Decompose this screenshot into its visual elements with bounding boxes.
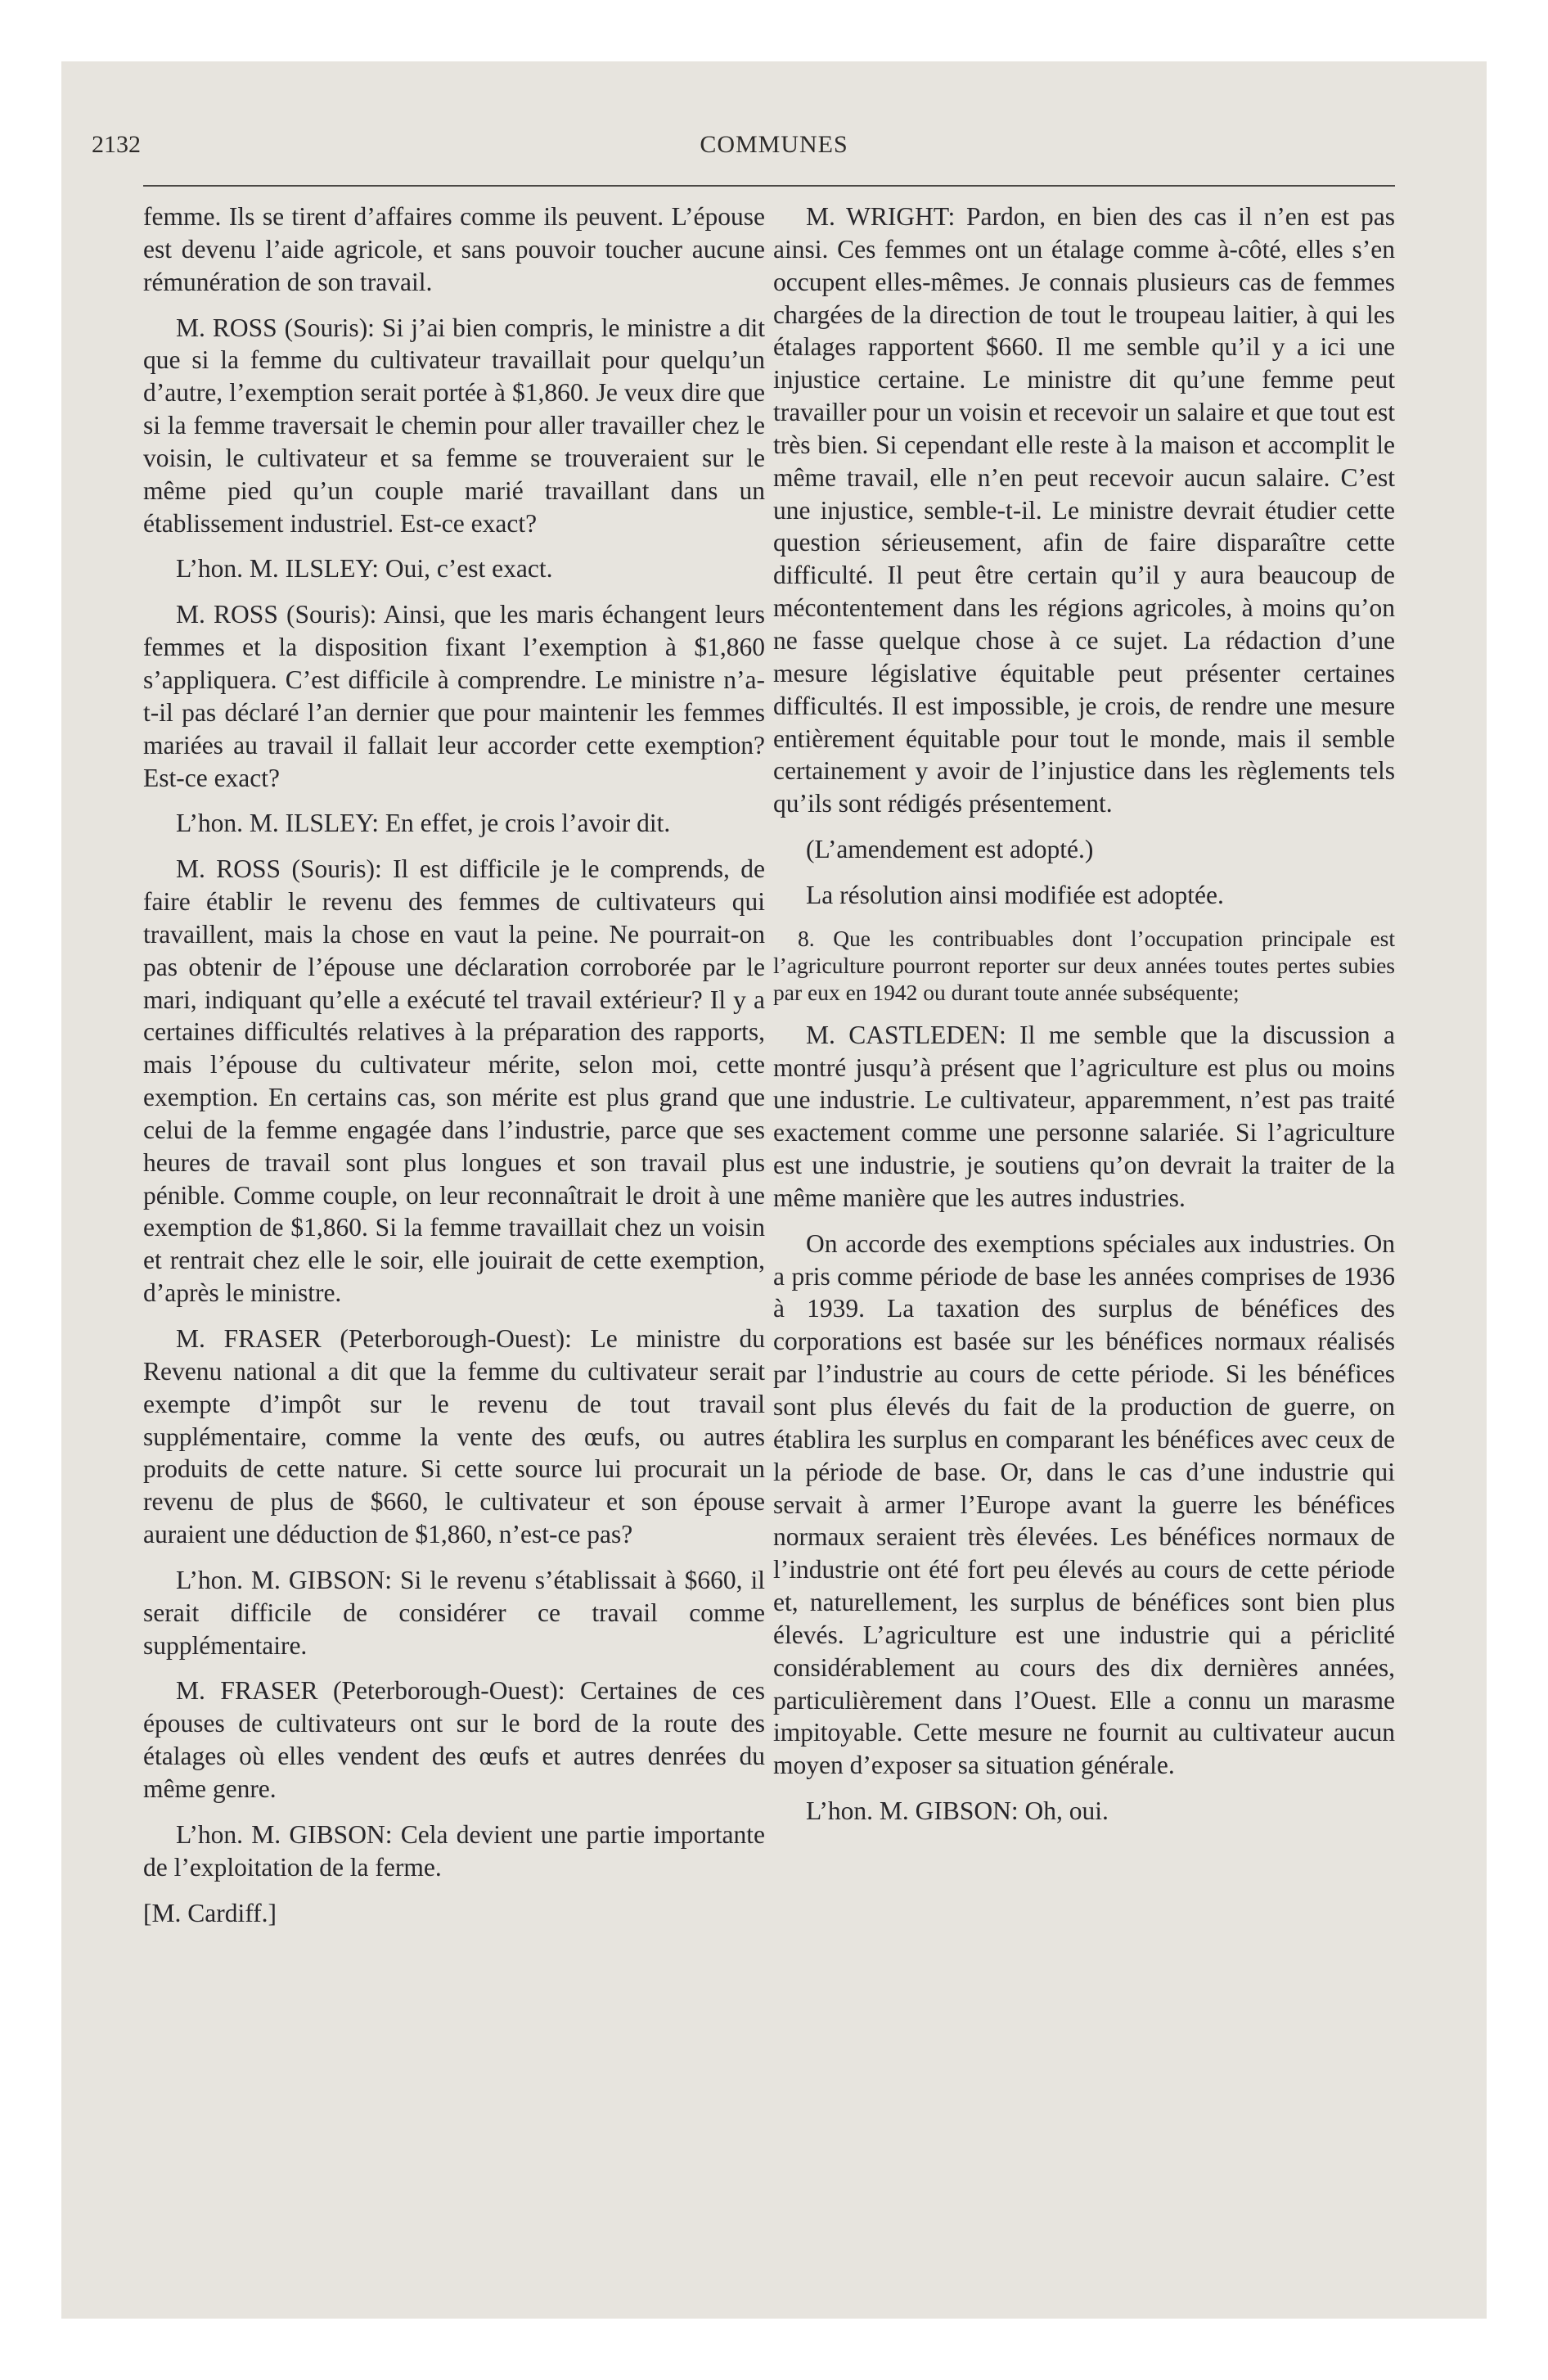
paragraph: L’hon. M. GIBSON: Cela devient une partie importante de l’exploitation de la ferme. (143, 1819, 765, 1882)
paragraph: L’hon. M. ILSLEY: Oui, c’est exact. (176, 554, 553, 584)
speaker-credit: [M. Cardiff.] (143, 1898, 277, 1927)
paragraph: La résolution ainsi modifiée est adoptée. (806, 880, 1224, 909)
paragraph: M. FRASER (Peterborough-Ouest): Certaines de ces épouses de cultivateurs ont sur le bord de la route des étalages où elles vendent des œufs et autres denrées du même genre. (143, 1676, 765, 1803)
paragraph: M. ROSS (Souris): Ainsi, que les maris échangent leurs femmes et la disposition fixant l’exemption à $1,860 s’appliquera. C’est difficile à comprendre. Le ministre n’a-t-il pas déclaré l’an dernier que pour maintenir les femmes mariées au travail il fallait leur accorder cette exemption? Est-ce exact? (143, 600, 765, 792)
paragraph: M. ROSS (Souris): Si j’ai bien compris, le ministre a dit que si la femme du cultivateur travaillait pour quelqu’un d’autre, l’exemption serait portée à $1,860. Je veux dire que si la femme traversait le chemin pour aller travailler chez le voisin, le cultivateur et sa femme se trouveraient sur le même pied qu’un couple marié travaillant dans un établissement industriel. Est-ce exact? (143, 313, 765, 538)
resolution-motion: 8. Que les contribuables dont l’occupation principale est l’agriculture pourront reporter sur deux années toutes pertes subies par eux en 1942 ou durant toute année subséquente; (773, 925, 1395, 1005)
paragraph: M. ROSS (Souris): Il est difficile je le comprends, de faire établir le revenu des femmes de cultivateurs qui travaillent, mais la chose en vaut la peine. Ne pourrait-on pas obtenir de l’épouse une déclaration corroborée par le mari, indiquant qu’elle a exécuté tel travail extérieur? Il y a certaines difficultés relatives à la préparation des rapports, mais l’épouse du cultivateur mérite, selon moi, cette exemption. En certains cas, son mérite est plus grand que celui de la femme engagée dans l’industrie, parce que ses heures de travail sont plus longues et son travail plus pénible. Comme couple, on leur reconnaîtrait le droit à une exemption de $1,860. Si la femme travaillait chez un voisin et rentrait chez elle le soir, elle jouirait de cette exemption, d’après le ministre. (143, 854, 765, 1308)
paragraph: M. CASTLEDEN: Il me semble que la discussion a montré jusqu’à présent que l’agriculture est plus ou moins une industrie. Le cultivateur, apparemment, n’est pas traité exactement comme une personne salariée. Si l’agriculture est une industrie, je soutiens qu’on devrait la traiter de la même manière que les autres industries. (773, 1020, 1395, 1212)
paragraph: On accorde des exemptions spéciales aux industries. On a pris comme période de base les années comprises de 1936 à 1939. La taxation des surplus de bénéfices des corporations est basée sur les bénéfices normaux réalisés par l’industrie au cours de cette période. Si les bénéfices sont plus élevés du fait de la production de guerre, on établira les surplus en comparant les bénéfices avec ceux de la période de base. Or, dans le cas d’une industrie qui servait à armer l’Europe avant la guerre les bénéfices normaux seraient très élevées. Les bénéfices normaux de l’industrie ont été fort peu élevés au cours de cette période et, naturellement, les surplus de bénéfices sont bien plus élevés. L’agriculture est une industrie qui a périclité considérablement au cours des dix dernières années, particulièrement dans l’Ouest. Elle a connu un marasme impitoyable. Cette mesure ne fournit au cultivateur aucun moyen d’exposer sa situation générale. (773, 1228, 1395, 1780)
paragraph: L’hon. M. GIBSON: Oh, oui. (806, 1796, 1109, 1826)
running-title: COMMUNES (700, 131, 848, 158)
header-rule (143, 185, 1395, 187)
page-number: 2132 (92, 131, 141, 158)
right-column (773, 201, 1395, 1841)
paragraph: M. WRIGHT: Pardon, en bien des cas il n’en est pas ainsi. Ces femmes ont un étalage comme à-côté, elles s’en occupent elles-mêmes. Je connais plusieurs cas de femmes chargées de la direction de tout le troupeau laitier, à qui les étalages rapportent $660. Il me semble qu’il y a ici une injustice certaine. Le ministre dit qu’une femme peut travailler pour un voisin et recevoir un salaire et que tout est très bien. Si cependant elle reste à la maison et accomplit le même travail, elle n’en peut recevoir aucun salaire. C’est une injustice, semble-t-il. Le ministre devrait étudier cette question sérieusement, afin de faire disparaître cette difficulté. Il peut être certain qu’il y aura beaucoup de mécontentement dans les régions agricoles, à moins qu’on ne fasse quelque chose à ce sujet. La rédaction d’une mesure législative équitable peut présenter certaines difficultés. Il est impossible, je crois, de rendre une mesure entièrement équitable pour tout le monde, mais il semble certainement y avoir de l’injustice dans les règlements tels qu’ils sont rédigés présentement. (773, 202, 1395, 818)
left-column (143, 201, 765, 1942)
paragraph: L’hon. M. ILSLEY: En effet, je crois l’avoir dit. (176, 809, 671, 838)
paragraph: femme. Ils se tirent d’affaires comme ils peuvent. L’épouse est devenu l’aide agricole, et sans pouvoir toucher aucune rémunération de son travail. (143, 202, 765, 296)
paragraph: L’hon. M. GIBSON: Si le revenu s’établissait à $660, il serait difficile de considérer ce travail comme supplémentaire. (143, 1565, 765, 1660)
paragraph: (L’amendement est adopté.) (806, 835, 1094, 864)
paragraph: M. FRASER (Peterborough-Ouest): Le ministre du Revenu national a dit que la femme du cultivateur serait exempte d’impôt sur le revenu de tout travail supplémentaire, comme la vente des œufs, ou autres produits de cette nature. Si cette source lui procurait un revenu de plus de $660, le cultivateur et son épouse auraient une déduction de $1,860, n’est-ce pas? (143, 1324, 765, 1549)
